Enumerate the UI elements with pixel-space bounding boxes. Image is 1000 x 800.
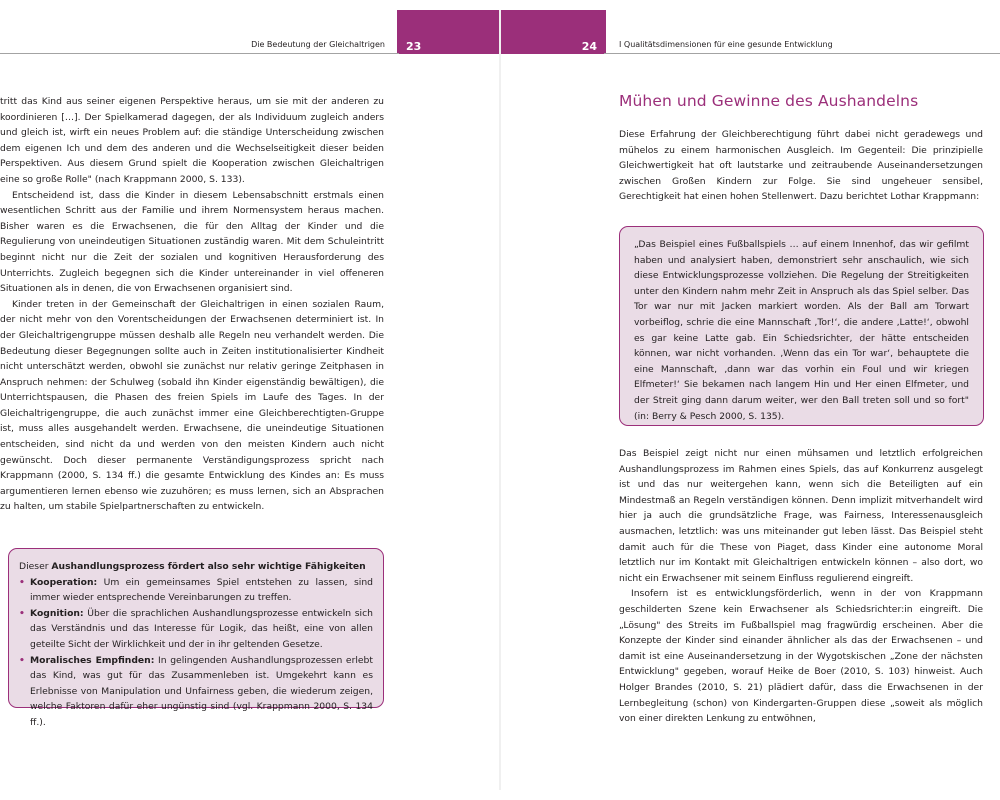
- list-item-term: Moralisches Empfinden:: [30, 654, 155, 666]
- left-page-number-tab: [397, 10, 499, 54]
- left-page-body: [0, 94, 384, 515]
- bullet-icon: •: [19, 654, 25, 666]
- list-item: [19, 575, 373, 606]
- list-item: [19, 606, 373, 653]
- right-page-number: 24: [581, 40, 597, 53]
- page-gutter: [499, 10, 501, 790]
- paragraph: tritt das Kind aus seiner eigenen Perspektive heraus, um sie mit der anderen zu koordinieren […]. Der Spielkamerad dagegen, der als Individuum zugleich anders und gleich ist, wirft ein neues Problem auf: die ständige Unterscheidung zwischen dem eigenen Ich und dem des anderen und die Wechselseitigkeit dieser beiden Perspektiven. Aus diesem Grund spielt die Kooperation zwischen Gleichaltrigen eine so große Rolle" (nach Krappmann 2000, S. 133).: [0, 96, 384, 185]
- right-running-title: I Qualitätsdimensionen für eine gesunde Entwicklung: [619, 40, 833, 49]
- list-item: [19, 653, 373, 731]
- summary-intro-text: Dieser: [19, 561, 52, 572]
- left-running-title: Die Bedeutung der Gleichaltrigen: [251, 40, 385, 49]
- right-page-number-tab: [501, 10, 606, 54]
- section-title: Mühen und Gewinne des Aushandelns: [619, 92, 919, 110]
- paragraph: Entscheidend ist, dass die Kinder in diesem Lebensabschnitt erstmals einen wesentlichen Schritt aus der Familie und ihrem Normensystem heraus machen. Bisher waren es die Erwachsenen, die für den Alltag der Kinder und die Regulierung von uneindeutigen Situationen zuständig waren. Mit dem Schuleintritt beginnt nicht nur die Zeit der sozialen und kognitiven Herausforderung des Unterrichts. Zugleich begegnen sich die Kinder untereinander in viel offeneren Situationen als in denen, die von Erwachsenen organisiert sind.: [0, 189, 384, 295]
- right-header-rule: [604, 53, 1000, 54]
- paragraph: Insofern ist es entwicklungsförderlich, wenn in der von Krappmann geschilderten Szene kein Erwachsener als Schiedsrichter:in eingreift. Die „Lösung" des Streits im Fußballspiel mag fragwürdig erscheinen. Aber die Konzepte der Kinder sind einander ähnlicher als das der Erwachsenen – und damit ist eine Auseinandersetzung in der Wygotskischen „Zone der nächsten Entwicklung" gegeben, worauf Heike de Boer (2010, S. 103) hinweist. Auch Holger Brandes (2010, S. 21) plädiert dafür, dass die Erwachsenen in der Lernbegleitung (schon) von Kindergarten-Gruppen diese „soweit als möglich von einer direkten Lenkung zu entwöhnen,: [619, 588, 983, 725]
- paragraph: Das Beispiel zeigt nicht nur einen mühsamen und letztlich erfolgreichen Aushandlungsprozess im Rahmen eines Spiels, das auf Konkurrenz ausgelegt ist und das nur weitergehen kann, wenn sich die Beteiligten auf ein Mindestmaß an Regeln verständigen können. Denn implizit mitverhandelt wird hier ja auch die grundsätzliche Frage, was Fairness, Interessenausgleich ausmachen, letztlich: was uns miteinander gut leben lässt. Das Beispiel steht damit auch für die These von Piaget, dass Kinder eine autonome Moral letztlich nur im Kontakt mit Gleichaltrigen entwickeln können – also dort, wo nicht ein Erwachsener mit seinem Einfluss regulierend eingreift.: [619, 448, 983, 584]
- right-intro: [619, 127, 983, 205]
- quote-text: „Das Beispiel eines Fußballspiels … auf einem Innenhof, das wir gefilmt haben und analysiert haben, demonstriert sehr anschaulich, wie sich diese Entwicklungsprozesse vollziehen. Die Regelung der Streitigkeiten unter den Kindern nahm mehr Zeit in Anspruch als das Spiel selber. Das Tor war nur mit Jacken markiert worden. Als der Ball am Torwart vorbeiflog, schrie die eine Mannschaft ‚Tor!‘, die andere ‚Latte!‘, obwohl es gar keine Latte gab. Ein Schiedsrichter, der hätte entscheiden können, war nicht vorhanden. ‚Wenn das ein Tor war‘, behauptete die eine Mannschaft, ‚dann war das vorhin ein Foul und wir kriegen Elfmeter!‘ Sie bekamen nach langem Hin und Her einen Elfmeter, und der Streit ging dann darum weiter, wer den Ball treten soll und so fort" (in: Berry & Pesch 2000, S. 135).: [634, 239, 969, 422]
- summary-box-intro: [19, 559, 373, 575]
- quote-box: [619, 226, 984, 426]
- list-item-term: Kognition:: [30, 607, 84, 619]
- summary-box: [8, 548, 384, 728]
- list-item-text: In gelingenden Aushandlungsprozessen erlebt das Kind, was gut für das Zusammenleben ist. Umgekehrt kann es Erlebnisse von Manipulation und Unfairness geben, die wiederum zeigen, welche Faktoren dafür eher ungünstig sind (vgl. Krappmann 2000, S. 134 ff.).: [30, 654, 373, 728]
- list-item-text: Um ein gemeinsames Spiel entstehen zu lassen, sind immer wieder entsprechende Vereinbarungen zu treffen.: [30, 576, 373, 604]
- list-item-text: Über die sprachlichen Aushandlungsprozesse entwickeln sich das Verständnis und das Interesse für Logik, das heißt, eine von allen geteilte Sicht der Wirklichkeit und der in ihr geltenden Gesetze.: [30, 607, 373, 650]
- bullet-icon: •: [19, 607, 25, 619]
- summary-list: [19, 575, 373, 731]
- paragraph: Kinder treten in der Gemeinschaft der Gleichaltrigen in einen sozialen Raum, der nicht mehr von den Vorentscheidungen der Erwachsenen determiniert ist. In der Gleichaltrigengruppe müssen deshalb alle Regeln neu verhandelt werden. Die Bedeutung dieser Begegnungen sollte auch in Zeiten institutionalisierter Kindheit nicht unterschätzt werden, obwohl sie zunächst nur relativ geringe Zeitphasen in Anspruch nehmen: der Schulweg (sobald ihn Kinder eigenständig bewältigen), die Unterrichtspausen, die Phasen des freien Spiels im Laufe des Tages. In der Gleichaltrigengruppe, die auch zunächst immer eine Gleichberechtigten-Gruppe ist, muss alles ausgehandelt werden. Erwachsene, die uneindeutige Situationen entscheiden, sind nicht da und werden von den meisten Kindern auch nicht gewünscht. Doch dieser permanente Verständigungsprozess spricht nach Krappmann (2000, S. 134 ff.) die gesamte Entwicklung des Kindes an: Es muss argumentieren lernen ebenso wie zuzuhören; es muss lernen, sich an Absprachen zu halten, um stabile Spielpartnerschaften zu entwickeln.: [0, 298, 384, 513]
- left-header-rule: [0, 53, 399, 54]
- left-page-number: 23: [406, 40, 422, 53]
- summary-intro-bold: Aushandlungsprozess fördert also sehr wichtige Fähigkeiten: [51, 561, 366, 572]
- list-item-term: Kooperation:: [30, 576, 98, 588]
- bullet-icon: •: [19, 576, 25, 588]
- paragraph: Diese Erfahrung der Gleichberechtigung führt dabei nicht geradewegs und mühelos zu einem harmonischen Ausgleich. Im Gegenteil: Die prinzipielle Gleichwertigkeit hat oft lautstarke und zeitraubende Auseinandersetzungen zwischen Großen Kindern zur Folge. Sie sind ungeheuer sensibel, Gerechtigkeit hat einen hohen Stellenwert. Dazu berichtet Lothar Krappmann:: [619, 129, 983, 203]
- right-page-body: [619, 446, 983, 727]
